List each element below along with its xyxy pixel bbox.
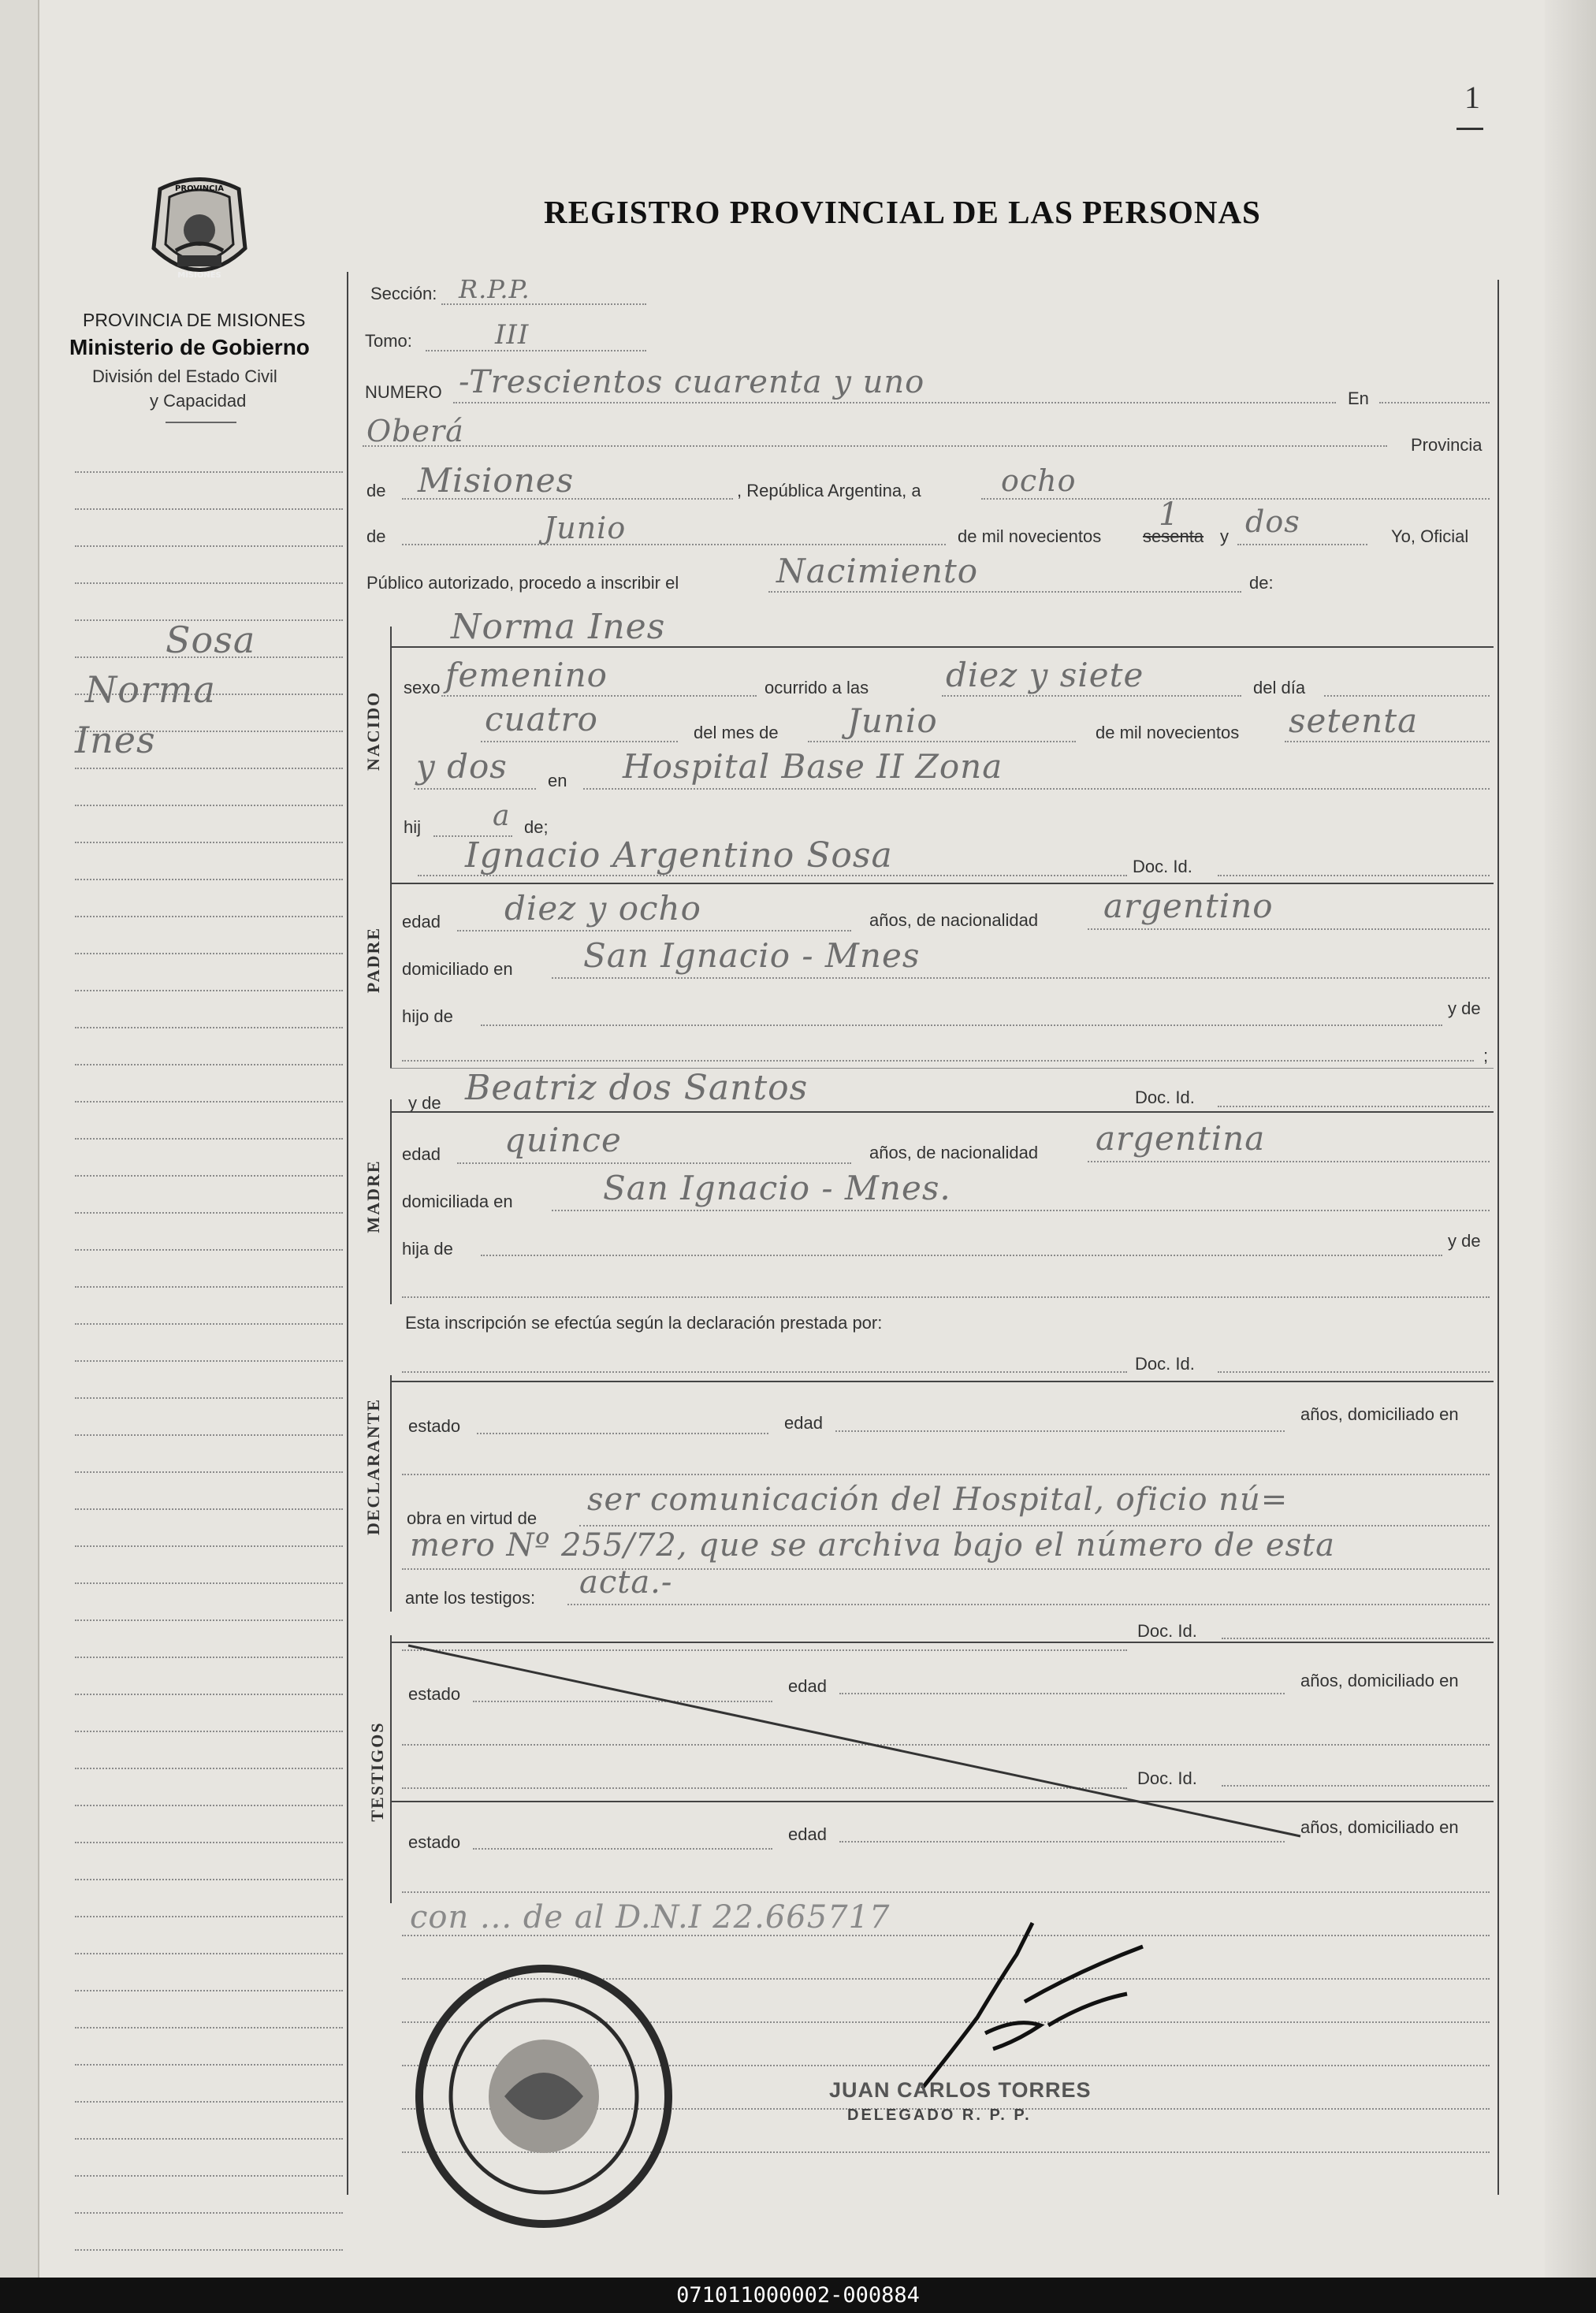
yde-madre-label: y de	[408, 1093, 441, 1113]
de2-label: de	[366, 526, 386, 546]
edad-madre-line	[457, 1162, 851, 1164]
margin-ruled-line	[75, 471, 343, 473]
margin-ruled-line	[75, 805, 343, 806]
testigos-section-border	[390, 1635, 392, 1903]
anio-cont-line	[414, 788, 536, 790]
mil-nac-label: de mil novecientos	[1096, 723, 1240, 742]
localidad-line	[363, 445, 1387, 447]
madre-section-label: MADRE	[363, 1159, 383, 1233]
margin-ruled-line	[75, 1842, 343, 1843]
margin-ruled-line	[75, 1434, 343, 1436]
edad-padre-label: edad	[402, 912, 441, 932]
anio-nac-cont: y dos	[416, 747, 508, 786]
tomo-line	[426, 350, 646, 351]
hija-yde-label: y de	[1448, 1231, 1481, 1251]
margin-ruled-line	[75, 2027, 343, 2029]
margin-ruled-line	[75, 1323, 343, 1325]
numero-line	[453, 402, 1336, 403]
madre-doc-line	[1218, 1106, 1490, 1107]
testigos-label: ante los testigos:	[405, 1588, 536, 1608]
dom-padre-line	[552, 977, 1490, 979]
margin-ruled-line	[75, 1545, 343, 1547]
anio-overwrite: 1	[1159, 496, 1180, 533]
testigo2-estado-line	[473, 1848, 772, 1850]
hora-value: diez y siete	[946, 656, 1144, 694]
dia-nac-line	[481, 741, 678, 742]
lugar-value: Hospital Base II Zona	[623, 747, 1003, 786]
hijo-de-line-2	[402, 1060, 1474, 1062]
testigo2-doc-label: Doc. Id.	[1137, 1768, 1197, 1788]
stamp-seal-icon	[410, 1962, 678, 2230]
nac-madre-line	[1088, 1161, 1490, 1162]
margin-ruled-line	[75, 1990, 343, 1991]
provincia-value: Misiones	[418, 461, 575, 500]
anio-value: dos	[1245, 504, 1300, 539]
anios-padre-label: años, de nacionalidad	[869, 910, 1039, 930]
en-nac-label: en	[548, 771, 567, 790]
declaracion-intro: Esta inscripción se efectúa según la declaración prestada por:	[405, 1313, 883, 1333]
hij-label: hij	[404, 817, 422, 837]
obra-label: obra en virtud de	[407, 1508, 538, 1528]
division-line-1: División del Estado Civil	[92, 366, 277, 386]
margin-ruled-line	[75, 2138, 343, 2140]
margin-ruled-line	[75, 582, 343, 584]
y-label: y	[1220, 526, 1229, 546]
republica-label: , República Argentina, a	[737, 481, 921, 500]
padre-doc-label: Doc. Id.	[1133, 857, 1192, 876]
edad-padre-value: diez y ocho	[504, 889, 701, 928]
dom-madre-line	[552, 1210, 1490, 1211]
obra-value-line-3: acta.-	[579, 1564, 673, 1601]
margin-ruled-line	[75, 990, 343, 991]
signatory-name: JUAN CARLOS TORRES	[829, 2078, 1092, 2102]
margin-ruled-line	[75, 1916, 343, 1917]
ocurrido-label: ocurrido a las	[765, 678, 869, 697]
nacido-section-border	[390, 627, 392, 863]
estado-declarante-line	[477, 1433, 768, 1434]
margin-ruled-line	[75, 2064, 343, 2066]
dia-nac-value: cuatro	[485, 700, 598, 738]
padre-nombre-value: Ignacio Argentino Sosa	[465, 835, 893, 876]
sexo-label: sexo	[404, 678, 441, 697]
margin-ruled-line	[75, 545, 343, 547]
margin-note-name: Norma	[85, 668, 216, 711]
hijo-de-label: hijo de	[402, 1006, 453, 1026]
hija-de-line-2	[402, 1296, 1490, 1298]
domicilio-declarante-line	[402, 1474, 1490, 1475]
declarante-section-border	[390, 1375, 392, 1612]
madre-section-border	[390, 1099, 392, 1304]
signature-scribble	[906, 1907, 1159, 2104]
margin-ruled-line	[75, 1138, 343, 1140]
hora-line	[942, 695, 1241, 697]
testigo1-estado-label: estado	[408, 1684, 461, 1704]
semicolon: ;	[1483, 1046, 1489, 1065]
page-number-mark: 1	[1464, 80, 1480, 115]
margin-note-surname: Sosa	[166, 619, 256, 661]
en-line	[1379, 402, 1490, 403]
testigos-section-label: TESTIGOS	[367, 1721, 387, 1822]
margin-note-name-2: Ines	[75, 719, 156, 761]
page-mark-underline	[1456, 128, 1483, 130]
declarante-section-label: DECLARANTE	[363, 1397, 383, 1535]
padre-section-label: PADRE	[363, 926, 383, 994]
hijo-yde-label: y de	[1448, 998, 1481, 1018]
declarante-doc-line	[1218, 1371, 1490, 1373]
margin-ruled-line	[75, 2175, 343, 2177]
hija-de-label: hija de	[402, 1239, 453, 1259]
obra-line-3	[567, 1604, 1490, 1605]
nac-madre-value: argentina	[1096, 1119, 1266, 1158]
margin-ruled-line	[75, 2249, 343, 2251]
tomo-value: III	[495, 319, 530, 351]
page-shadow	[1545, 0, 1596, 2278]
edad-padre-line	[457, 930, 851, 932]
testigo1-edad-label: edad	[788, 1676, 827, 1696]
nombre-value: Norma Ines	[451, 607, 666, 647]
acto-line	[768, 591, 1241, 593]
hijo-de-line	[481, 1024, 1442, 1026]
provincia-label: Provincia	[1411, 435, 1483, 455]
margin-ruled-line	[75, 1953, 343, 1954]
testigo2-anios-label: años, domiciliado en	[1300, 1817, 1459, 1837]
declarante-doc-label: Doc. Id.	[1135, 1354, 1195, 1374]
dom-padre-label: domiciliado en	[402, 959, 513, 979]
anio-line	[1237, 544, 1367, 545]
anio-nac-value: setenta	[1289, 701, 1419, 740]
margin-ruled-line	[75, 1731, 343, 1732]
margin-ruled-line	[75, 2101, 343, 2103]
en-label: En	[1348, 389, 1369, 408]
margin-ruled-line	[75, 1175, 343, 1177]
svg-text:PROVINCIA: PROVINCIA	[175, 184, 224, 193]
sexo-value: femenino	[445, 656, 608, 694]
tomo-label: Tomo:	[365, 331, 412, 351]
margin-ruled-line	[75, 1471, 343, 1473]
mes-nac-value: Junio	[847, 701, 938, 740]
seccion-label: Sección:	[370, 284, 437, 303]
oficial-label: Yo, Oficial	[1391, 526, 1469, 546]
margin-ruled-line	[75, 768, 343, 769]
margin-ruled-line	[75, 1508, 343, 1510]
edad-madre-label: edad	[402, 1144, 441, 1164]
obra-line-1	[579, 1525, 1490, 1527]
mil-label: de mil novecientos	[958, 526, 1102, 546]
obra-line-2	[402, 1568, 1490, 1570]
nac-padre-line	[1088, 928, 1490, 930]
margin-ruled-line	[75, 1027, 343, 1028]
padre-doc-line	[1218, 875, 1490, 876]
de3-label: de:	[1249, 573, 1274, 593]
ministry-name: Ministerio de Gobierno	[69, 335, 310, 359]
province-name: PROVINCIA DE MISIONES	[83, 310, 306, 330]
anios-madre-label: años, de nacionalidad	[869, 1143, 1039, 1162]
acto-value: Nacimiento	[776, 552, 979, 590]
province-crest-logo	[144, 173, 255, 292]
anios-declarante-label: años, domiciliado en	[1300, 1404, 1459, 1424]
margin-ruled-line	[75, 1397, 343, 1399]
hija-de-line	[481, 1255, 1442, 1256]
edad-madre-value: quince	[504, 1121, 622, 1159]
margin-ruled-line	[75, 842, 343, 843]
page-binding-edge	[0, 0, 39, 2278]
margin-ruled-line	[75, 1212, 343, 1214]
margin-ruled-line	[75, 1768, 343, 1769]
seccion-value: R.P.P.	[459, 274, 530, 304]
testigo2-estado-label: estado	[408, 1832, 461, 1852]
margin-ruled-line	[75, 1249, 343, 1251]
declarante-top-border	[390, 1381, 1494, 1382]
declarante-nombre-line	[402, 1371, 1127, 1373]
form-left-border	[347, 272, 348, 2195]
obra-value-line-1: ser comunicación del Hospital, oficio nú=	[587, 1482, 1289, 1518]
hij-value: a	[493, 800, 511, 832]
madre-top-border	[390, 1111, 1494, 1113]
margin-ruled-line	[75, 1657, 343, 1658]
lugar-line	[583, 788, 1490, 790]
sesenta-printed: sesenta	[1143, 526, 1204, 546]
margin-ruled-line	[75, 1286, 343, 1288]
margin-ruled-line	[75, 1879, 343, 1880]
page-title: REGISTRO PROVINCIAL DE LAS PERSONAS	[544, 194, 1261, 230]
dom-madre-value: San Ignacio - Mnes.	[603, 1169, 951, 1207]
mes-nac-label: del mes de	[694, 723, 779, 742]
dia-line	[981, 498, 1490, 500]
margin-ruled-line	[75, 879, 343, 880]
dom-madre-label: domiciliada en	[402, 1192, 513, 1211]
testigos-cancel-line	[394, 1639, 1308, 1844]
mes-nac-line	[808, 741, 1076, 742]
footer-note: con ... de al D.N.I 22.665717	[410, 1899, 891, 1936]
svg-text:MISIONES: MISIONES	[177, 271, 221, 280]
header-rule	[166, 422, 236, 423]
margin-ruled-line	[75, 953, 343, 954]
testigo1-doc-label: Doc. Id.	[1137, 1621, 1197, 1641]
edad-declarante-label: edad	[784, 1413, 823, 1433]
madre-doc-label: Doc. Id.	[1135, 1088, 1195, 1107]
crest-icon	[144, 173, 255, 292]
dia-value: ocho	[1001, 463, 1077, 498]
official-stamp	[410, 1962, 678, 2230]
margin-ruled-line	[75, 916, 343, 917]
de-label: de	[366, 481, 386, 500]
margin-ruled-line	[75, 2212, 343, 2214]
del-dia-line	[1324, 695, 1490, 697]
dom-padre-value: San Ignacio - Mnes	[583, 936, 921, 975]
madre-nombre-value: Beatriz dos Santos	[465, 1068, 809, 1108]
nacido-top-border	[390, 646, 1494, 648]
padre-section-border	[390, 863, 392, 1068]
nac-padre-value: argentino	[1103, 887, 1274, 925]
testigo2-edad-label: edad	[788, 1824, 827, 1844]
document-id: 071011000002-000884	[676, 2283, 920, 2307]
sexo-line	[441, 695, 757, 697]
form-right-border	[1497, 280, 1499, 2195]
mes-value: Junio	[544, 511, 627, 545]
mes-line	[402, 544, 946, 545]
numero-label: NUMERO	[365, 382, 442, 402]
margin-ruled-line	[75, 1101, 343, 1103]
margin-ruled-line	[75, 1805, 343, 1806]
margin-ruled-line	[75, 1694, 343, 1695]
division-line-2: y Capacidad	[150, 391, 247, 411]
del-dia-label: del día	[1253, 678, 1306, 697]
margin-ruled-line	[75, 508, 343, 510]
publico-label: Público autorizado, procedo a inscribir el	[366, 573, 679, 593]
margin-ruled-line	[75, 1619, 343, 1621]
nacido-section-label: NACIDO	[363, 690, 383, 771]
estado-declarante-label: estado	[408, 1416, 461, 1436]
localidad-value: Oberá	[366, 414, 464, 448]
testigo2-domicilio-line	[402, 1891, 1490, 1893]
edad-declarante-line	[835, 1430, 1285, 1432]
numero-value: -Trescientos cuarenta y uno	[459, 364, 925, 400]
margin-ruled-line	[75, 1582, 343, 1584]
hij-de-label: de;	[524, 817, 549, 837]
obra-value-line-2: mero Nº 255/72, que se archiva bajo el número de esta	[410, 1527, 1335, 1564]
document-id-bar	[0, 2278, 1596, 2313]
anio-nac-line	[1285, 741, 1490, 742]
padre-top-border	[390, 883, 1494, 884]
margin-ruled-line	[75, 1064, 343, 1065]
signatory-title: DELEGADO R. P. P.	[847, 2107, 1032, 2124]
margin-ruled-line	[75, 1360, 343, 1362]
testigo1-anios-label: años, domiciliado en	[1300, 1671, 1459, 1690]
